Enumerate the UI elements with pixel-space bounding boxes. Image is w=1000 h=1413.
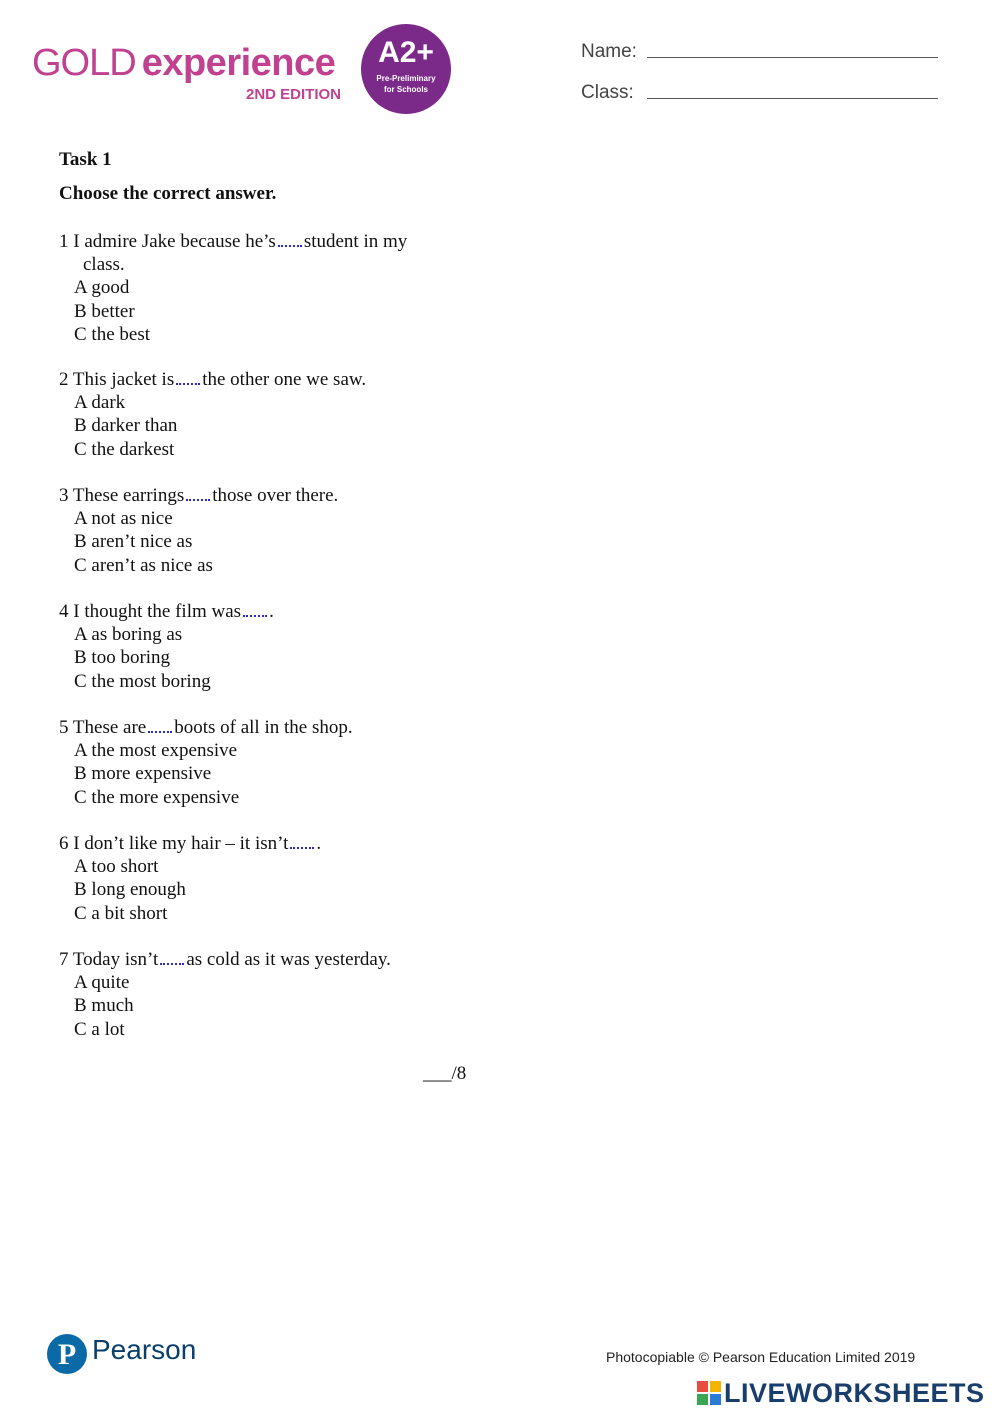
question-7: [59, 948, 391, 1041]
answer-blank[interactable]: [278, 231, 302, 247]
option-a[interactable]: A good: [74, 277, 130, 299]
stem-before: 7 Today isn’t: [59, 949, 159, 970]
question-stem: [59, 368, 366, 391]
option-c[interactable]: C the darkest: [74, 438, 175, 460]
task-instruction: Choose the correct answer.: [59, 183, 277, 204]
svg-text:P: P: [57, 1338, 77, 1371]
stem-after: .: [269, 601, 274, 622]
answer-blank[interactable]: [243, 601, 267, 617]
badge-sub-1: Pre-Preliminary: [376, 74, 436, 83]
option-b[interactable]: B aren’t nice as: [74, 531, 193, 553]
question-stem: [59, 832, 321, 855]
logo-experience-text: experience: [141, 42, 336, 84]
stem-after: those over there.: [212, 485, 339, 506]
option-c[interactable]: C aren’t as nice as: [74, 554, 213, 576]
question-2: [59, 368, 366, 461]
stem-after: .: [316, 833, 322, 854]
option-a[interactable]: A quite: [74, 972, 130, 994]
option-c[interactable]: C a bit short: [74, 902, 168, 924]
option-c[interactable]: C the more expensive: [74, 786, 240, 808]
option-b[interactable]: B much: [74, 995, 134, 1017]
copyright-notice: Photocopiable © Pearson Education Limited 2019: [606, 1349, 916, 1365]
liveworksheets-icon: [697, 1381, 721, 1405]
badge-sub-2: for Schools: [383, 84, 428, 94]
liveworksheets-watermark: LIVEWORKSHEETS: [724, 1378, 985, 1408]
answer-blank[interactable]: [290, 833, 314, 849]
question-stem: [59, 484, 338, 507]
stem-after: student in my: [303, 231, 408, 252]
edition-label: 2ND EDITION: [246, 86, 342, 103]
option-a[interactable]: A not as nice: [74, 508, 173, 530]
answer-blank[interactable]: [176, 369, 200, 385]
pearson-wordmark: Pearson: [92, 1334, 197, 1365]
answer-blank[interactable]: [186, 485, 210, 501]
option-b[interactable]: B too boring: [74, 647, 171, 669]
stem-before: 2 This jacket is: [59, 369, 175, 390]
class-label: Class:: [581, 82, 634, 103]
question-4: [59, 600, 274, 693]
question-stem: [59, 948, 391, 971]
option-a[interactable]: A as boring as: [74, 624, 183, 646]
question-5: [59, 716, 353, 809]
stem-after: as cold as it was yesterday.: [186, 949, 391, 970]
question-stem: [59, 716, 353, 739]
stem-before: 5 These are: [59, 717, 147, 738]
option-a[interactable]: A the most expensive: [74, 740, 238, 762]
option-a[interactable]: A too short: [74, 856, 159, 878]
question-stem: [59, 600, 274, 623]
option-b[interactable]: B darker than: [74, 415, 178, 437]
name-label: Name:: [581, 41, 637, 62]
question-3: [59, 484, 338, 577]
option-b[interactable]: B more expensive: [74, 763, 212, 785]
option-a[interactable]: A dark: [74, 392, 126, 414]
stem-before: 6 I don’t like my hair – it isn’t: [59, 833, 289, 854]
question-6: [59, 832, 321, 925]
stem-before: 3 These earrings: [59, 485, 185, 506]
stem-continuation: class.: [83, 254, 125, 276]
level-badge: [361, 24, 451, 114]
stem-after: boots of all in the shop.: [174, 717, 353, 738]
question-stem: [59, 230, 407, 253]
option-c[interactable]: C a lot: [74, 1018, 125, 1040]
question-1: [59, 230, 407, 346]
option-b[interactable]: B long enough: [74, 879, 186, 901]
badge-level: A2+: [378, 36, 434, 69]
option-b[interactable]: B better: [74, 300, 135, 322]
score-total: ___/8: [423, 1063, 467, 1084]
option-c[interactable]: C the best: [74, 323, 150, 345]
class-line[interactable]: [647, 98, 938, 99]
logo-gold-text: GOLD: [32, 42, 136, 84]
answer-blank[interactable]: [148, 717, 172, 733]
answer-blank[interactable]: [160, 949, 184, 965]
gold-experience-logo: [32, 44, 335, 82]
stem-before: 4 I thought the film was: [59, 601, 242, 622]
name-line[interactable]: [647, 57, 938, 58]
stem-after: the other one we saw.: [202, 369, 367, 390]
stem-before: 1 I admire Jake because he’s: [59, 231, 276, 252]
option-c[interactable]: C the most boring: [74, 670, 211, 692]
task-title: Task 1: [59, 149, 112, 170]
